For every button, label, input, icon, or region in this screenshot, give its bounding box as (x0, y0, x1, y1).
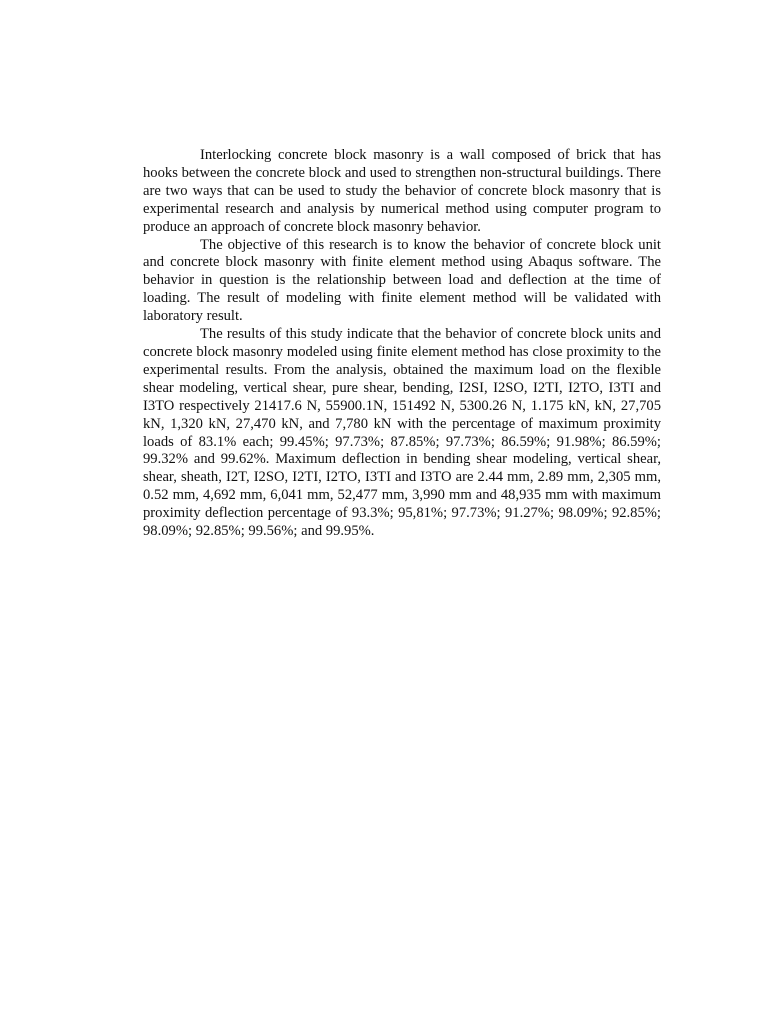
abstract-text (143, 147, 661, 541)
paragraph-objective: The objective of this research is to know the behavior of concrete block unit and concrete block masonry with finite element method using Abaqus software. The behavior in question is the relationship between load and deflection at the time of loading. The result of modeling with finite element method will be validated with laboratory result. (143, 236, 661, 325)
paragraph-intro: Interlocking concrete block masonry is a wall composed of brick that has hooks between the concrete block and used to strengthen non-structural buildings. There are two ways that can be used to study the behavior of concrete block masonry that is experimental research and analysis by numerical method using computer program to produce an approach of concrete block masonry behavior. (143, 147, 661, 235)
paragraph-results: The results of this study indicate that the behavior of concrete block units and concrete block masonry modeled using finite element method has close proximity to the experimental results. From the analysis, obtained the maximum load on the flexible shear modeling, vertical shear, pure shear, bending, I2SI, I2SO, I2TI, I2TO, I3TI and I3TO respectively 21417.6 N, 55900.1N, 151492 N, 5300.26 N, 1.175 kN, kN, 27,705 kN, 1,320 kN, 27,470 kN, and 7,780 kN with the percentage of maximum proximity loads of 83.1% each; 99.45%; 97.73%; 87.85%; 97.73%; 86.59%; 91.98%; 86.59%; 99.32% and 99.62%. Maximum deflection in bending shear modeling, vertical shear, shear, sheath, I2T, I2SO, I2TI, I2TO, I3TI and I3TO are 2.44 mm, 2.89 mm, 2,305 mm, 0.52 mm, 4,692 mm, 6,041 mm, 52,477 mm, 3,990 mm and 48,935 mm with maximum proximity deflection percentage of 93.3%; 95,81%; 97.73%; 91.27%; 98.09%; 92.85%; 98.09%; 92.85%; 99.56%; and 99.95%. (143, 326, 661, 540)
